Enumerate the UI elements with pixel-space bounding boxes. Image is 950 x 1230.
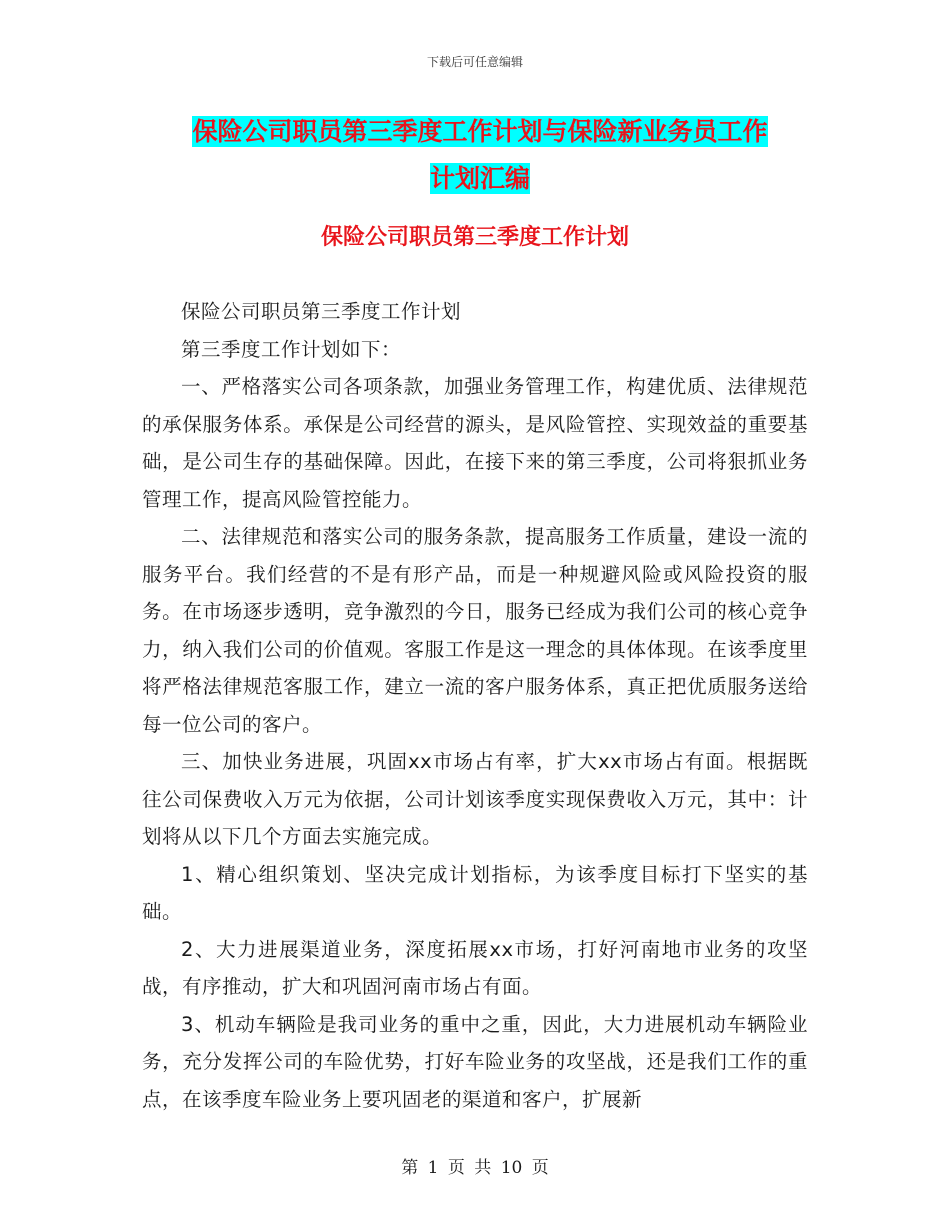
paragraph: 二、法律规范和落实公司的服务条款，提高服务工作质量，建设一流的服务平台。我们经营的不是有形产品，而是一种规避风险或风险投资的服务。在市场逐步透明，竞争激烈的今日，服务已经成为我们公司的核心竞争力，纳入我们公司的价值观。客服工作是这一理念的具体体现。在该季度里将严格法律规范客服工作，建立一流的客户服务体系，真正把优质服务送给每一位公司的客户。 (142, 525, 808, 736)
paragraph: 一、严格落实公司各项条款，加强业务管理工作，构建优质、法律规范的承保服务体系。承保是公司经营的源头，是风险管控、实现效益的重要基础，是公司生存的基础保障。因此，在接下来的第三季度，公司将狠抓业务管理工作，提高风险管控能力。 (142, 375, 808, 511)
paragraph: 1、精心组织策划、坚决完成计划指标，为该季度目标打下坚实的基础。 (142, 862, 808, 923)
section-title: 保险公司职员第三季度工作计划 (320, 225, 629, 250)
paragraph: 2、大力进展渠道业务，深度拓展xx市场，打好河南地市业务的攻坚战，有序推动，扩大和巩固河南市场占有面。 (142, 937, 808, 998)
document-title-line-1: 保险公司职员第三季度工作计划与保险新业务员工作 (192, 117, 768, 146)
paragraph: 保险公司职员第三季度工作计划 (181, 300, 462, 323)
paragraph: 第三季度工作计划如下： (181, 337, 402, 361)
document-body (142, 293, 808, 1118)
paragraph: 3、机动车辆险是我司业务的重中之重，因此，大力进展机动车辆险业务，充分发挥公司的车险优势，打好车险业务的攻坚战，还是我们工作的重点，在该季度车险业务上要巩固老的渠道和客户，扩展新 (142, 1012, 808, 1111)
document-title (140, 108, 820, 202)
document-title-line-2: 计划汇编 (429, 164, 530, 193)
page-indicator: 第 1 页 共 10 页 (401, 1158, 549, 1178)
paragraph: 三、加快业务进展，巩固xx市场占有率，扩大xx市场占有面。根据既往公司保费收入万元为依据，公司计划该季度实现保费收入万元，其中：计划将从以下几个方面去实施完成。 (142, 750, 808, 848)
header-note: 下载后可任意编辑 (426, 55, 523, 69)
